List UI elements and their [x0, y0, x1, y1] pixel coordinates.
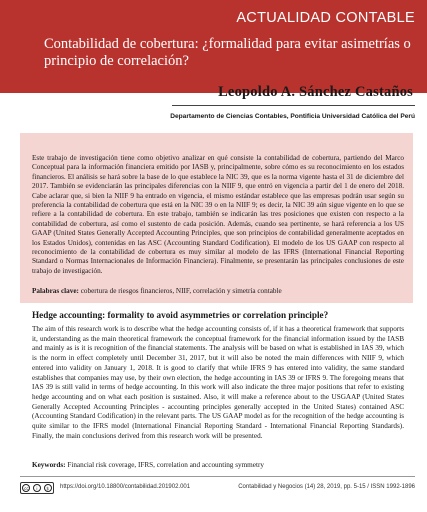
- cc-circle-icon: cc: [24, 485, 29, 491]
- author-affiliation: Departamento de Ciencias Contables, Pontificia Universidad Católica del Perú: [170, 113, 415, 120]
- article-title: Contabilidad de cobertura: ¿formalidad para evitar asimetrías o principio de correlación?: [44, 36, 411, 69]
- english-title: Hedge accounting: formality to avoid asymmetries or correlation principle?: [32, 310, 329, 320]
- keywords-english: [32, 461, 404, 470]
- attribution-icon: i: [33, 484, 41, 492]
- keywords-spanish: [32, 287, 404, 296]
- keywords-label: Keywords:: [32, 461, 66, 469]
- cc-by-nc-icon[interactable]: [20, 482, 54, 494]
- author-name: Leopoldo A. Sánchez Castaños: [218, 84, 413, 100]
- abstract-spanish: Este trabajo de investigación tiene como objetivo analizar en qué consiste la contabilidad de cobertura, partiendo del Marco Conceptual para la información financiera emitido por IASB y, principalmente, sobre cómo es su reconocimiento en los estados financieros. El análisis se hará sobre la base de lo que establece la NIC 39, que es la norma vigente hasta el 31 de diciembre del 2017. También se evidenciarán las principales diferencias con la NIIF 9, que entró en vigencia a partir del 1 de enero del 2018. Cabe aclarar que, si bien la NIIF 9 ha entrado en vigencia, el mismo estándar establece que las empresas podrán usar según su preferencia la contabilidad de cobertura que está en la NIC 39 o en la NIIF 9; es decir, la NIC 39 aún sigue vigente en lo que se refiere a la contabilidad de cobertura. En este trabajo, también se indicarán las tres posiciones que existen con respecto a la contabilidad de cobertura, así como el sustento de cada posición. Además, cuando sea pertinente, se hará referencia a los US GAAP (United States Generally Accepted Accounting Principles, que son principios de contabilidad generalmente aceptados en los Estados Unidos), contenidas en las ASC (Accounting Standard Codification). El modelo de los US GAAP con respecto al reconocimiento de la contabilidad de cobertura es muy similar al modelo de las IFRS (International Financial Reporting Standard o Normas Internacionales de Información Financiera). Finalmente, se presentarán las principales conclusiones de este trabajo de investigación.: [32, 154, 404, 275]
- footer-divider: [20, 476, 415, 477]
- keywords-label: Palabras clave:: [32, 287, 79, 295]
- keywords-text: cobertura de riesgos financieros, NIIF, correlación y simetría contable: [80, 287, 282, 295]
- noncommercial-icon: $: [44, 484, 52, 492]
- abstract-english: The aim of this research work is to describe what the hedge accounting consists of, if it has a theoretical framework that supports it, understanding as the main theoretical framework the conceptual framework for the financial information issued by the IASB and mainly as is it is recognition of the financial statements. The analysis will be based on what is established in IAS 39, which is the norm in effect completely until December 31, 2017, but it will also be noted the main differences with NIIF 9, which entered into validity on January 1, 2018. It is good to clarify that while IFRS 9 has entered into validity, the same standard establishes that companies may use, by their own election, the hedge accounting in IAS 39 or IFRS 9. The foregoing means that IAS 39 is still valid in terms of hedge accounting. In this work will also indicate the three major positions that refer to existing hedge accounting and on what each position is sustained. Also, it will make a reference about to the USGAAP (United States Generally Accepted Accounting Principles - accounting principles generally accepted in the United States) contained ASC (Accounting Standard Codification) in the relevant parts. The US GAAP model as for the recognition of the hedge accounting is quite similar to the IFRS model (International Financial Reporting Standard - International Financial Reporting Standards). Finally, the main conclusions derived from this research work will be presented.: [32, 325, 404, 440]
- keywords-text: Financial risk coverage, IFRS, correlation and accounting symmetry: [67, 461, 264, 469]
- journal-citation: Contabilidad y Negocios (14) 28, 2019, pp. 5-15 / ISSN 1992-1896: [238, 484, 415, 490]
- header-banner: [0, 0, 427, 93]
- doi-link[interactable]: https://doi.org/10.18800/contabilidad.201902.001: [60, 484, 191, 490]
- section-label: ACTUALIDAD CONTABLE: [236, 10, 415, 26]
- author-divider: [172, 105, 415, 106]
